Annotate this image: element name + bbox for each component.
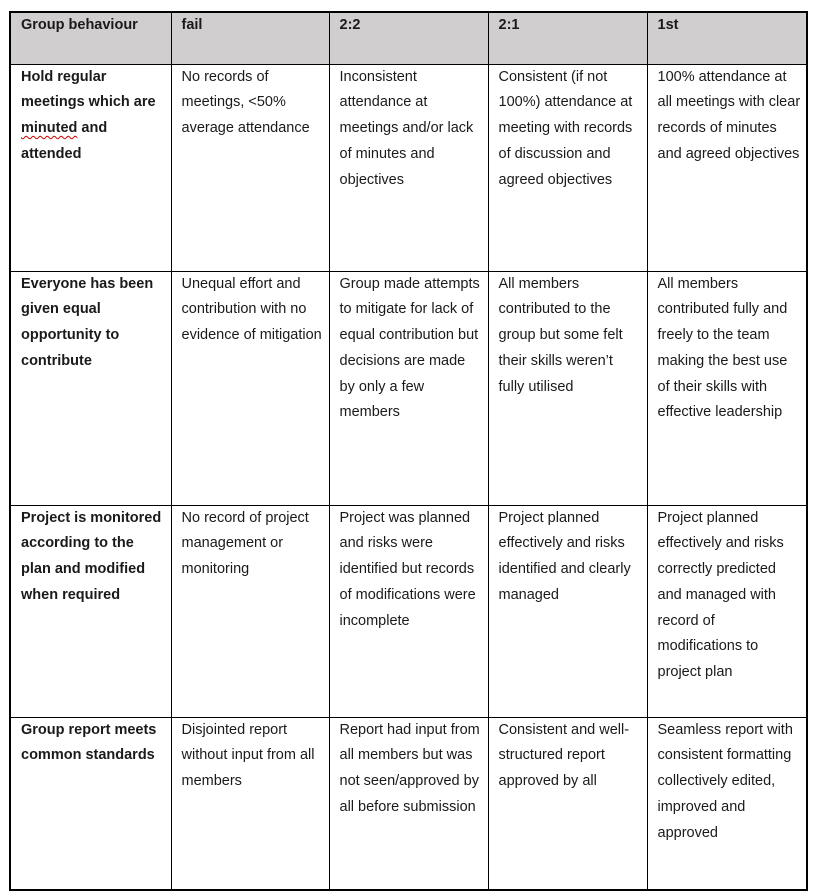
table-row: [10, 505, 807, 717]
1st-cell: Project planned effectively and risks correctly predicted and managed with record of modifications to project plan: [647, 505, 807, 717]
table-row: [10, 717, 807, 890]
2-1-cell: Project planned effectively and risks identified and clearly managed: [488, 505, 647, 717]
1st-cell: 100% attendance at all meetings with clear records of minutes and agreed objectives: [647, 64, 807, 271]
grading-rubric-table: [9, 11, 808, 891]
2-1-cell: Consistent (if not 100%) attendance at meeting with records of discussion and agreed objectives: [488, 64, 647, 271]
2-1-cell: All members contributed to the group but some felt their skills weren’t fully utilised: [488, 271, 647, 505]
fail-cell: Disjointed report without input from all members: [171, 717, 329, 890]
header-1st: 1st: [647, 12, 807, 64]
criterion-cell: [10, 64, 171, 271]
fail-cell: No record of project management or monitoring: [171, 505, 329, 717]
header-row: [10, 12, 807, 64]
spellcheck-word: minuted: [21, 120, 78, 137]
header-group-behaviour: Group behaviour: [10, 12, 171, 64]
header-2-2: 2:2: [329, 12, 488, 64]
table-row: [10, 64, 807, 271]
2-2-cell: Project was planned and risks were identified but records of modifications were incomplete: [329, 505, 488, 717]
2-2-cell: Inconsistent attendance at meetings and/or lack of minutes and objectives: [329, 64, 488, 271]
criterion-cell: Group report meets common standards: [10, 717, 171, 890]
criterion-cell: Everyone has been given equal opportunity to contribute: [10, 271, 171, 505]
header-fail: fail: [171, 12, 329, 64]
fail-cell: No records of meetings, <50% average attendance: [171, 64, 329, 271]
table-row: [10, 271, 807, 505]
1st-cell: All members contributed fully and freely to the team making the best use of their skills with effective leadership: [647, 271, 807, 505]
1st-cell: Seamless report with consistent formatting collectively edited, improved and approved: [647, 717, 807, 890]
2-2-cell: Report had input from all members but was not seen/approved by all before submission: [329, 717, 488, 890]
2-2-cell: Group made attempts to mitigate for lack of equal contribution but decisions are made by only a few members: [329, 271, 488, 505]
criterion-cell: Project is monitored according to the plan and modified when required: [10, 505, 171, 717]
criterion-text: and attended: [21, 120, 108, 162]
fail-cell: Unequal effort and contribution with no evidence of mitigation: [171, 271, 329, 505]
criterion-text: Hold regular meetings which are: [21, 68, 156, 111]
header-2-1: 2:1: [488, 12, 647, 64]
2-1-cell: Consistent and well-structured report approved by all: [488, 717, 647, 890]
